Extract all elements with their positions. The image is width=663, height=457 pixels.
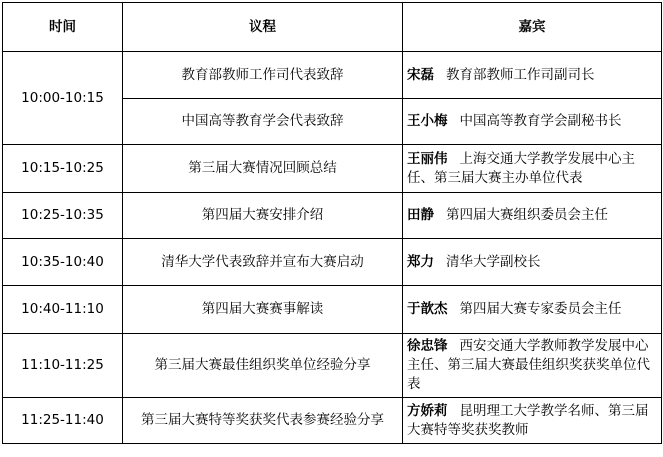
agenda-item-cell: 中国高等教育学会代表致辞 — [123, 99, 403, 145]
time-cell: 11:25-11:40 — [3, 398, 123, 444]
guest-cell — [403, 398, 662, 444]
guest-name: 田静 — [407, 207, 434, 223]
guest-title: 中国高等教育学会副秘书长 — [459, 113, 622, 129]
agenda-table — [2, 2, 662, 444]
agenda-item-cell: 第四届大赛赛事解读 — [123, 286, 403, 334]
guest-title: 上海交通大学教学发展中心主任、第三届大赛主办单位代表 — [407, 150, 635, 186]
table-row — [3, 286, 662, 334]
header-agenda: 议程 — [123, 3, 403, 52]
time-cell: 10:15-10:25 — [3, 145, 123, 193]
time-cell: 10:35-10:40 — [3, 239, 123, 286]
guest-title: 第四届大赛组织委员会主任 — [446, 207, 608, 223]
guest-title: 清华大学副校长 — [446, 253, 541, 270]
guest-cell — [403, 145, 662, 193]
agenda-item-cell: 清华大学代表致辞并宣布大赛启动 — [123, 239, 403, 286]
guest-cell — [403, 193, 662, 239]
guest-name: 徐忠锋 — [407, 338, 448, 354]
guest-title: 西安交通大学教师教学发展中心主任、第三届大赛最佳组织奖获奖单位代表 — [407, 338, 650, 392]
guest-name: 于歆杰 — [407, 301, 448, 317]
guest-title: 教育部教师工作司副司长 — [446, 66, 595, 83]
guest-name: 宋磊 — [407, 66, 434, 83]
guest-name: 王丽伟 — [407, 150, 448, 167]
guest-name: 方娇莉 — [407, 402, 448, 419]
table-row — [3, 239, 662, 286]
guest-cell — [403, 239, 662, 286]
time-cell: 10:00-10:15 — [3, 52, 123, 145]
guest-cell — [403, 52, 662, 99]
header-row — [3, 3, 662, 52]
agenda-item-cell: 第三届大赛特等奖获奖代表参赛经验分享 — [123, 398, 403, 444]
guest-cell — [403, 286, 662, 334]
table-row — [3, 398, 662, 444]
guest-cell — [403, 334, 662, 398]
agenda-item-cell: 第三届大赛情况回顾总结 — [123, 145, 403, 193]
header-guest: 嘉宾 — [403, 3, 662, 52]
table-row — [3, 334, 662, 398]
agenda-item-cell: 第四届大赛安排介绍 — [123, 193, 403, 239]
guest-title: 第四届大赛专家委员会主任 — [459, 301, 622, 317]
guest-title: 昆明理工大学教学名师、第三届大赛特等奖获奖教师 — [407, 402, 649, 438]
guest-cell — [403, 99, 662, 145]
time-cell: 10:40-11:10 — [3, 286, 123, 334]
agenda-item-cell: 第三届大赛最佳组织奖单位经验分享 — [123, 334, 403, 398]
header-time: 时间 — [3, 3, 123, 52]
time-cell: 10:25-10:35 — [3, 193, 123, 239]
guest-name: 王小梅 — [407, 113, 448, 129]
table-row — [3, 193, 662, 239]
time-cell: 11:10-11:25 — [3, 334, 123, 398]
guest-name: 郑力 — [407, 253, 434, 270]
agenda-item-cell: 教育部教师工作司代表致辞 — [123, 52, 403, 99]
table-row — [3, 52, 662, 99]
table-row — [3, 145, 662, 193]
